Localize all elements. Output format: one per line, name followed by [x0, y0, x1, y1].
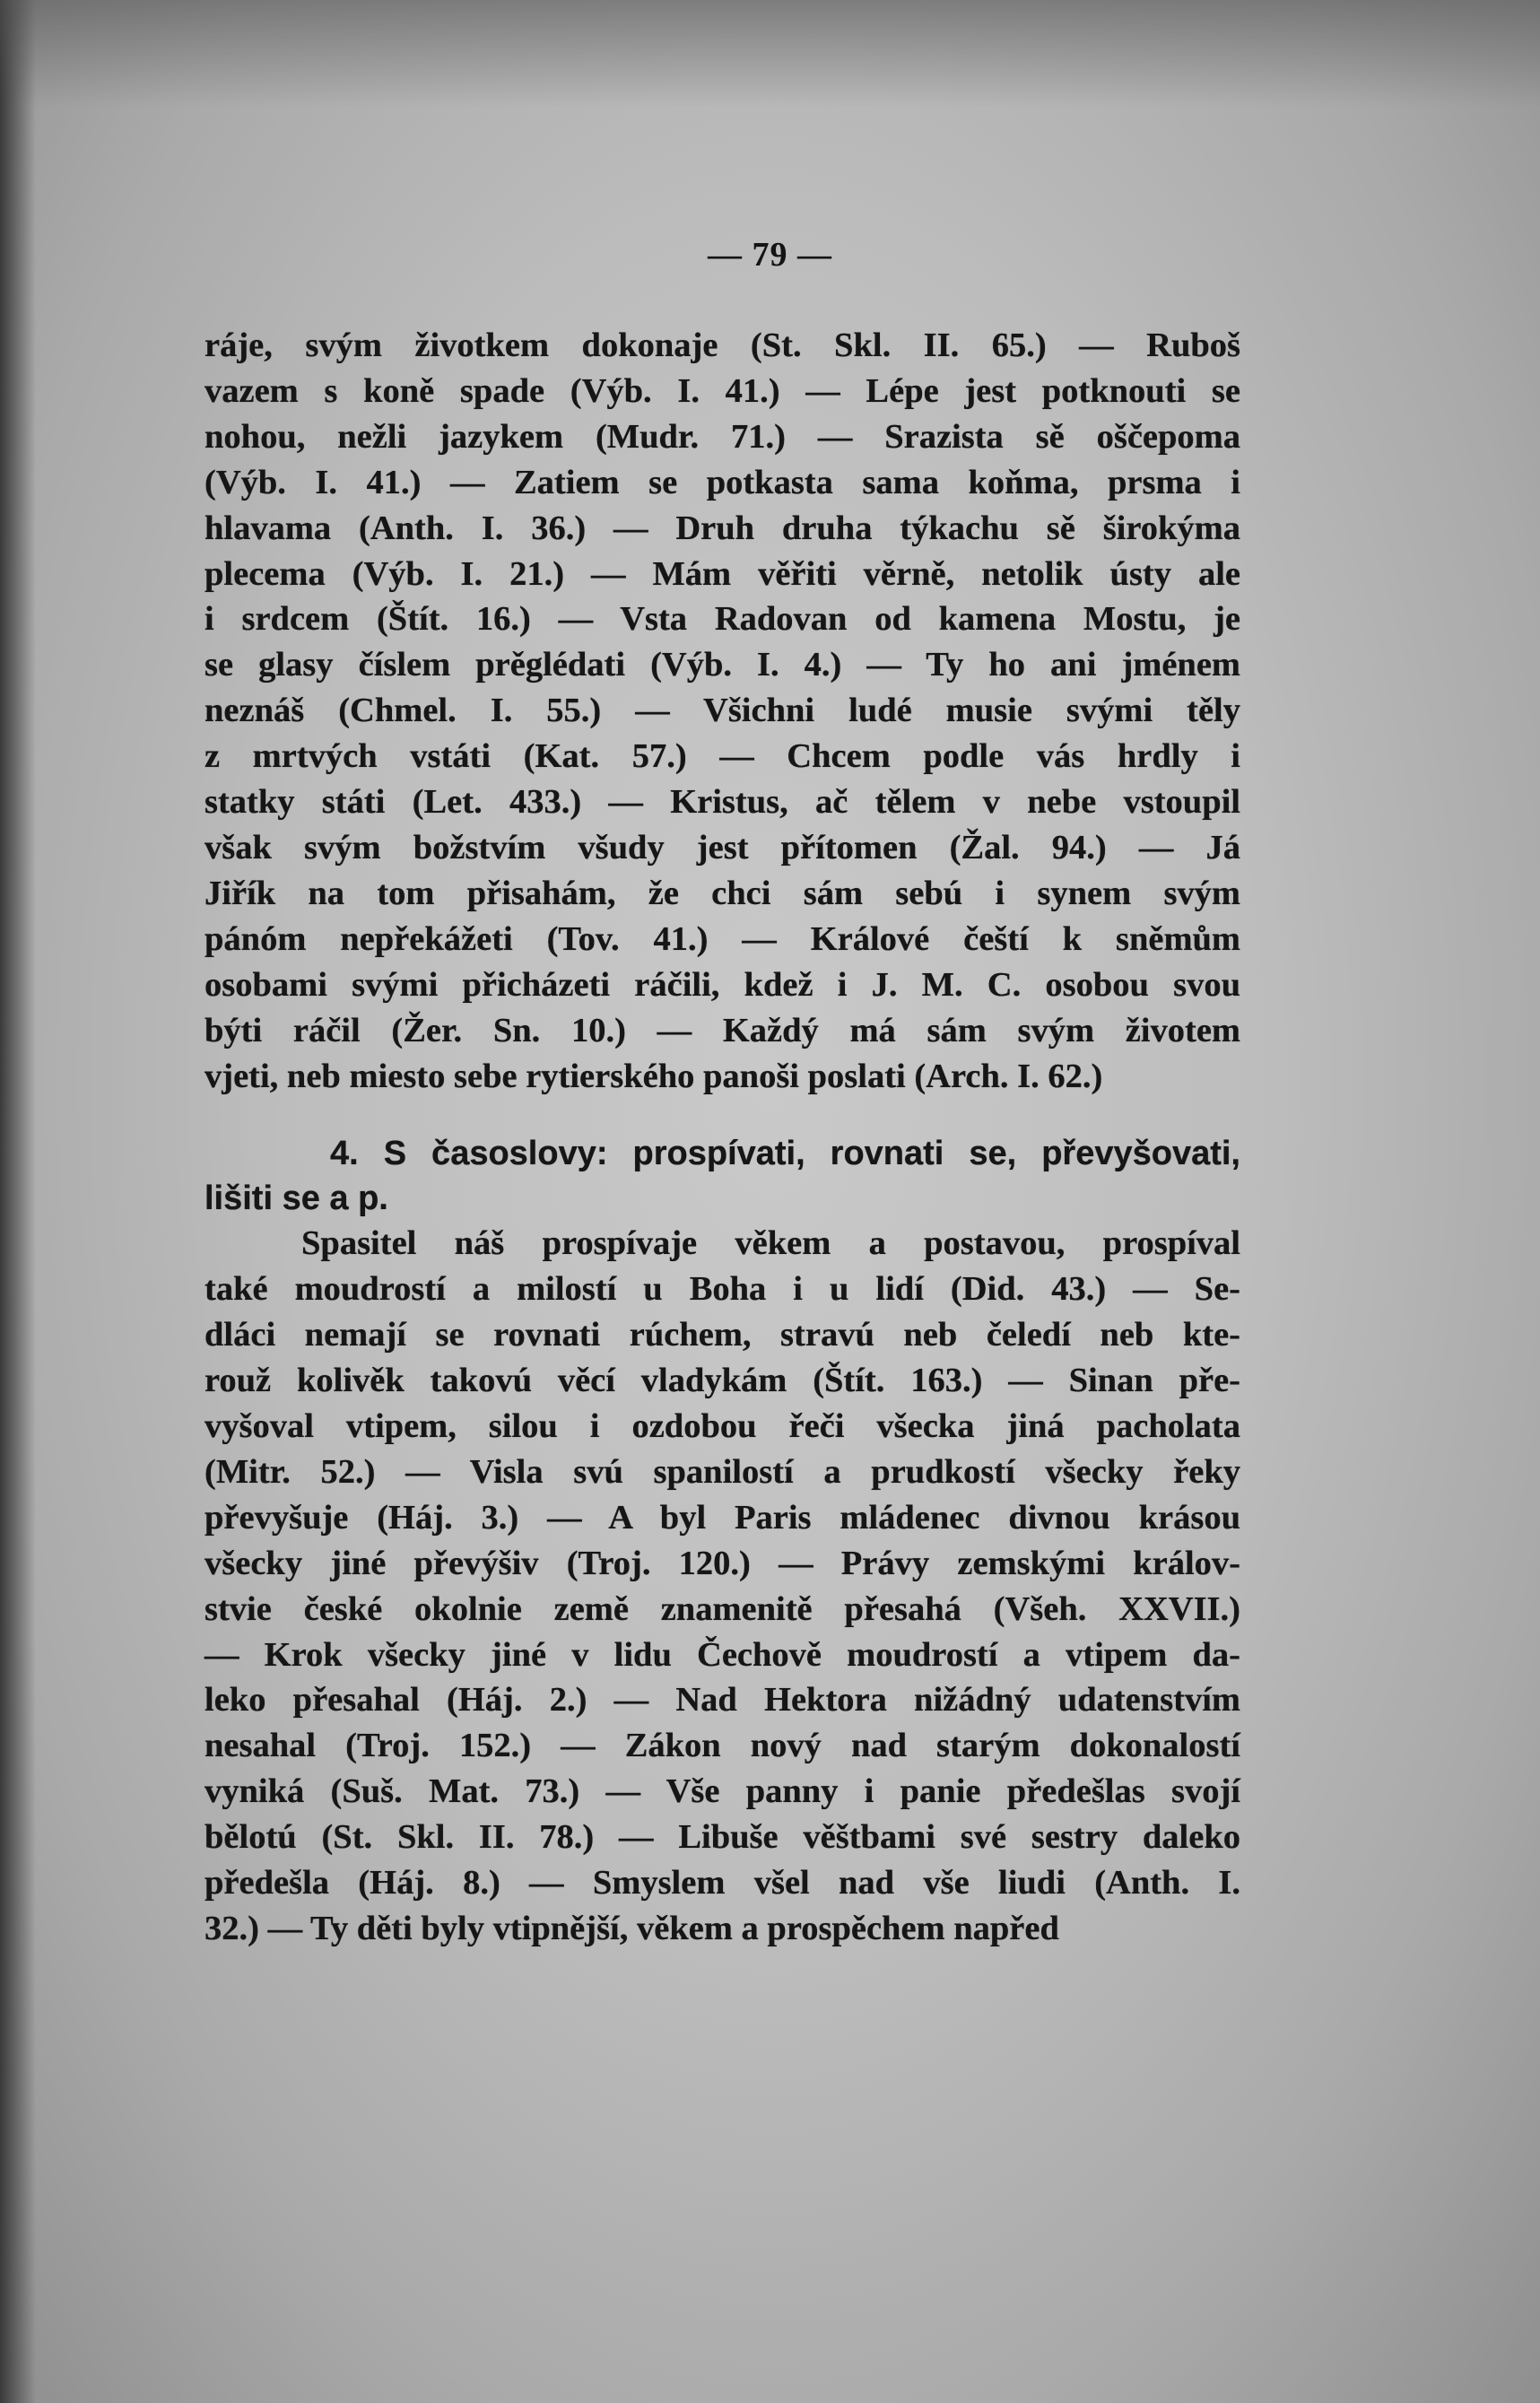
text-line: vyšoval vtipem, silou i ozdobou řeči všecka jiná pacholata: [204, 1407, 1240, 1446]
text-line: však svým božstvím všudy jest přítomen (Žal. 94.) — Já: [204, 828, 1240, 866]
paragraph-examples-2: [204, 1221, 1240, 1952]
text-line: i srdcem (Štít. 16.) — Vsta Radovan od kamena Mostu, je: [204, 600, 1240, 639]
text-line: hlavama (Anth. I. 36.) — Druh druha týkachu sě širokýma: [204, 509, 1240, 547]
text-line: rouž kolivěk takovú věcí vladykám (Štít. 163.) — Sinan pře-: [204, 1362, 1240, 1400]
page-number: — 79 —: [708, 236, 832, 274]
text-line: Spasitel náš prospívaje věkem a postavou, prospíval: [301, 1224, 1240, 1263]
text-line: plecema (Výb. I. 21.) — Mám věřiti věrně, netolik ústy ale: [204, 554, 1240, 593]
heading-line: 4. S časoslovy: prospívati, rovnati se, převyšovati,: [330, 1135, 1240, 1173]
text-line: z mrtvých vstáti (Kat. 57.) — Chcem podle vás hrdly i: [204, 737, 1240, 776]
heading-line: lišiti se a p.: [204, 1180, 388, 1218]
text-line: leko přesahal (Háj. 2.) — Nad Hektora nižádný udatenstvím: [204, 1681, 1240, 1720]
text-line: neznáš (Chmel. I. 55.) — Všichni ludé musie svými těly: [204, 692, 1240, 730]
text-line: vazem s koně spade (Výb. I. 41.) — Lépe jest potknouti se: [204, 371, 1240, 410]
text-line: všecky jiné převýšiv (Troj. 120.) — Právy zemskými králov-: [204, 1544, 1240, 1582]
text-line: (Výb. I. 41.) — Zatiem se potkasta sama koňma, prsma i: [204, 463, 1240, 501]
text-line: stvie české okolnie země znamenitě přesahá (Všeh. XXVII.): [204, 1589, 1240, 1628]
paragraph-examples-1: [204, 323, 1240, 1099]
text-line: býti ráčil (Žer. Sn. 10.) — Každý má sám svým životem: [204, 1011, 1240, 1049]
section-heading: [204, 1131, 1240, 1221]
text-line: pánóm nepřekážeti (Tov. 41.) — Králové čeští k sněmům: [204, 919, 1240, 958]
text-line: bělotú (St. Skl. II. 78.) — Libuše věštbami své sestry daleko: [204, 1818, 1240, 1857]
text-line: ráje, svým životkem dokonaje (St. Skl. II. 65.) — Ruboš: [204, 326, 1240, 364]
text-line: nesahal (Troj. 152.) — Zákon nový nad starým dokonalostí: [204, 1727, 1240, 1765]
text-line: také moudrostí a milostí u Boha i u lidí (Did. 43.) — Se-: [204, 1270, 1240, 1309]
text-line: — Krok všecky jiné v lidu Čechově moudrostí a vtipem da-: [204, 1635, 1240, 1674]
body-text: [204, 323, 1240, 1952]
text-line: vjeti, neb miesto sebe rytierského panoši poslati (Arch. I. 62.): [204, 1057, 1103, 1095]
text-line: převyšuje (Háj. 3.) — A byl Paris mládenec divnou krásou: [204, 1498, 1240, 1537]
text-line: vyniká (Suš. Mat. 73.) — Vše panny i panie předešlas svojí: [204, 1772, 1240, 1811]
text-line: předešla (Háj. 8.) — Smyslem všel nad vše liudi (Anth. I.: [204, 1864, 1240, 1902]
text-line: nohou, nežli jazykem (Mudr. 71.) — Srazista sě oščepoma: [204, 417, 1240, 456]
text-line: (Mitr. 52.) — Visla svú spanilostí a prudkostí všecky řeky: [204, 1452, 1240, 1491]
text-line: se glasy číslem prěglédati (Výb. I. 4.) — Ty ho ani jménem: [204, 646, 1240, 684]
text-line: Jiřík na tom přisahám, že chci sám sebú i synem svým: [204, 874, 1240, 912]
text-line: dláci nemají se rovnati rúchem, stravú neb čeledí neb kte-: [204, 1316, 1240, 1354]
text-line: osobami svými přicházeti ráčili, kdež i J. M. C. osobou svou: [204, 965, 1240, 1004]
text-line: statky státi (Let. 433.) — Kristus, ač tělem v nebe vstoupil: [204, 783, 1240, 822]
text-line: 32.) — Ty děti byly vtipnější, věkem a prospěchem napřed: [204, 1910, 1059, 1947]
